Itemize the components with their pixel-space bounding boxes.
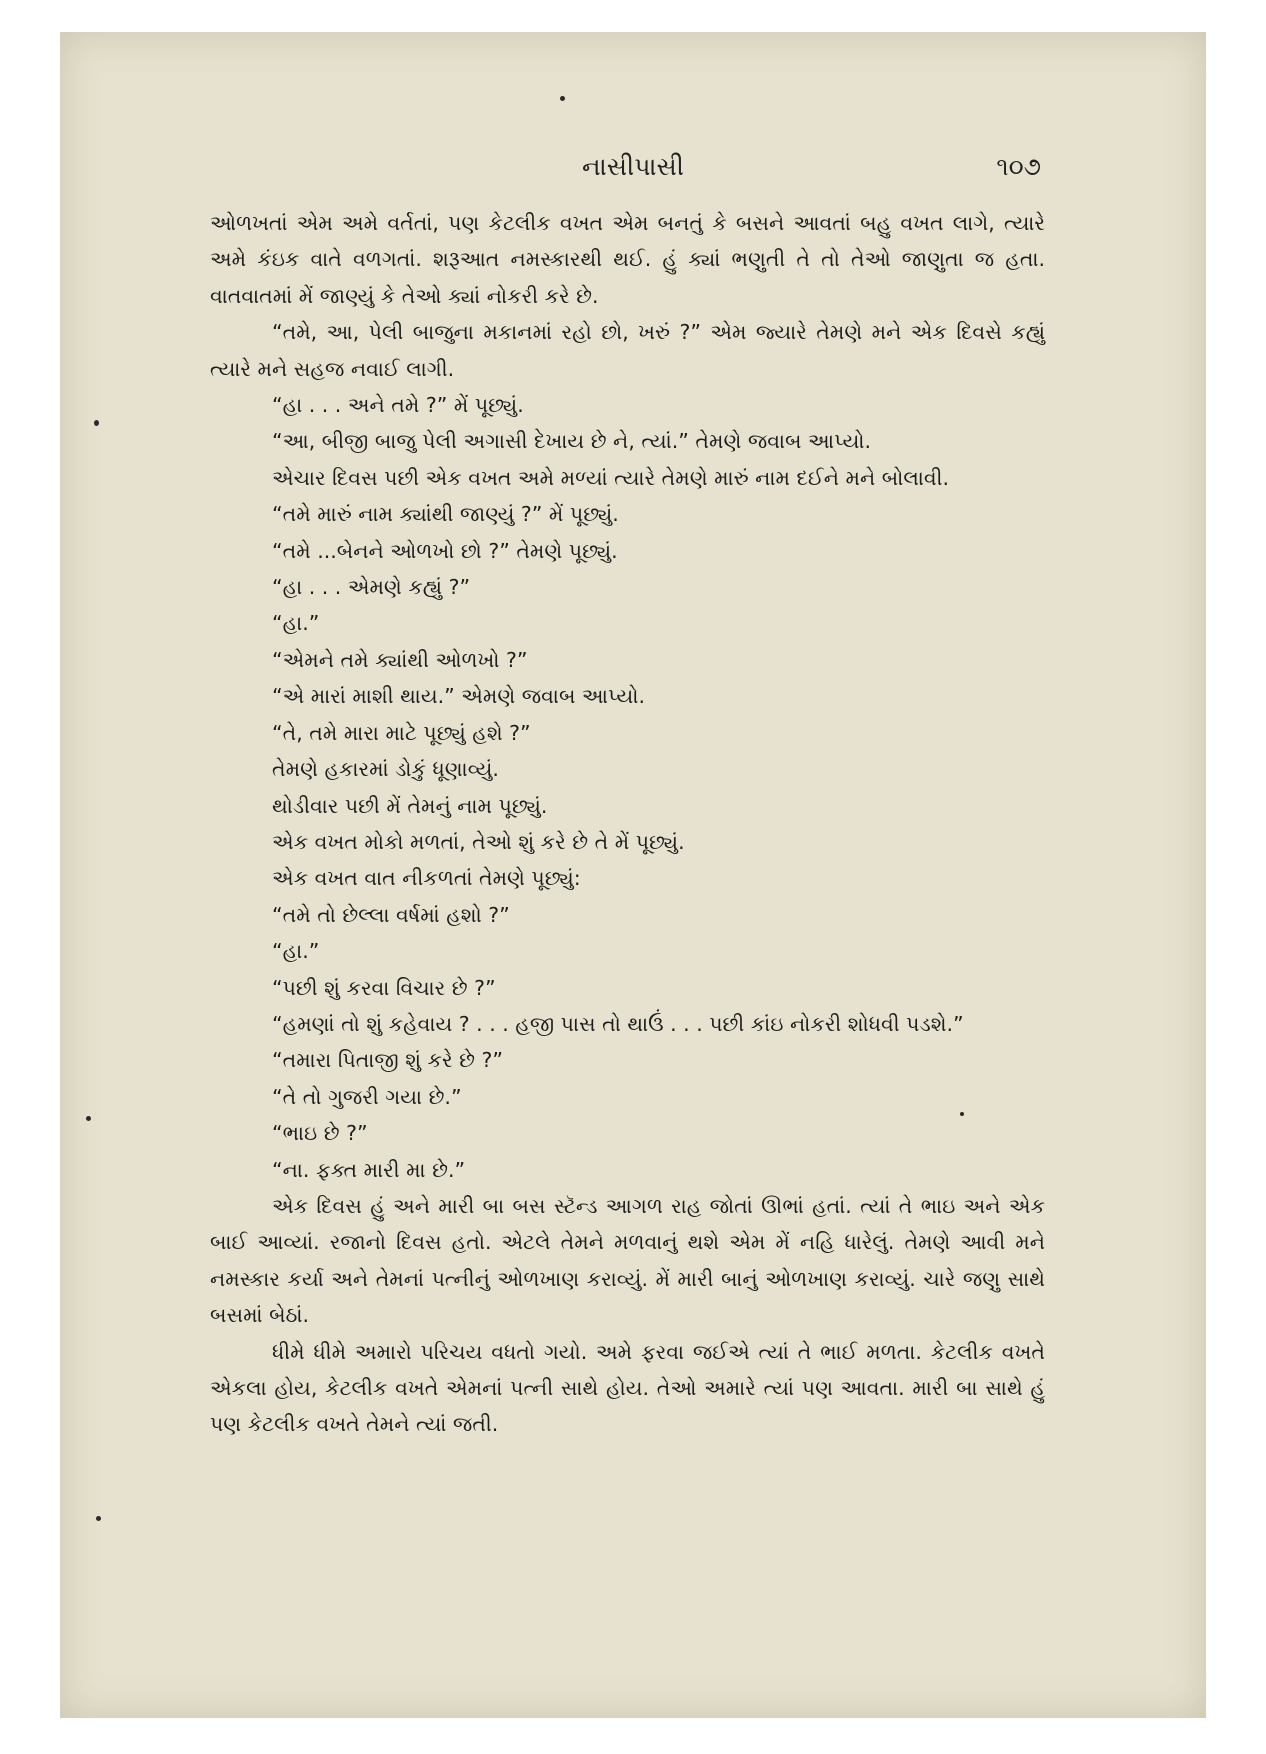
dialogue-line: “આ, બીજી બાજુ પેલી અગાસી દેખાય છે ને, ત્યાં.” તેમણે જવાબ આપ્યો. <box>272 429 872 454</box>
paragraph: “તમે, આ, પેલી બાજુના મકાનમાં રહો છો, ખરું ?” એમ જ્યારે તેમણે મને એક દિવસે કહ્યું ત્યારે મને સહજ નવાઈ લાગી. <box>210 320 1045 381</box>
dialogue-line: “હા . . . એમણે કહ્યું ?” <box>272 575 471 600</box>
dialogue-line: “હા.” <box>272 611 320 636</box>
dialogue-line: “તે તો ગુજરી ગયા છે.” <box>272 1084 462 1109</box>
paragraph: તેમણે હકારમાં ડોકું ધૂણાવ્યું. <box>272 757 499 782</box>
ink-speck <box>86 1116 91 1121</box>
paragraph: એક દિવસ હું અને મારી બા બસ સ્ટૅન્ડ આગળ રાહ જોતાં ઊભાં હતાં. ત્યાં તે ભાઇ અને એક બાઈ આવ્યાં. રજાનો દિવસ હતો. એટલે તેમને મળવાનું થશે એમ મેં નહિ ધારેલું. તેમણે આવી મને નમસ્કાર કર્યા અને તેમનાં પત્નીનું ઓળખાણ કરાવ્યું. મેં મારી બાનું ઓળખાણ કરાવ્યું. ચારે જણુ સાથે બસમાં બેઠાં. <box>210 1193 1045 1328</box>
running-title: નાસીપાસી <box>582 152 684 181</box>
paragraph: એચાર દિવસ પછી એક વખત અમે મળ્યાં ત્યારે તેમણે મારું નામ દઈને મને બોલાવી. <box>272 465 950 490</box>
dialogue-line: “તે, તમે મારા માટે પૂછ્યું હશે ?” <box>272 720 531 745</box>
paragraph: થોડીવાર પછી મેં તેમનું નામ પૂછ્યું. <box>272 793 548 818</box>
paragraph: એક વખત વાત નીકળતાં તેમણે પૂછ્યું: <box>272 866 581 891</box>
paragraph: ધીમે ધીમે અમારો પરિચય વધતો ગયો. અમે ફરવા જઈએ ત્યાં તે ભાઈ મળતા. કેટલીક વખતે એકલા હોય, કેટલીક વખતે એમનાં પત્ની સાથે હોય. તેઓ અમારે ત્યાં પણ આવતા. મારી બા સાથે હું પણ કેટલીક વખતે તેમને ત્યાં જતી. <box>210 1339 1045 1437</box>
dialogue-line: “એમને તમે ક્યાંથી ઓળખો ?” <box>272 647 528 672</box>
ink-speck <box>94 420 99 426</box>
dialogue-line: “પછી શું કરવા વિચાર છે ?” <box>272 975 496 1000</box>
page-number: ૧૦૭ <box>996 152 1041 181</box>
dialogue-line: “તમે ...બેનને ઓળખો છો ?” તેમણે પૂછ્યું. <box>272 538 618 563</box>
paragraph: ઓળખતાં એમ અમે વર્તતાં, પણ કેટલીક વખત એમ બનતું કે બસને આવતાં બહુ વખત લાગે, ત્યારે અમે કંઇક વાતે વળગતાં. શરૂઆત નમસ્કારથી થઈ. હું ક્યાં ભણુતી તે તો તેઓ જાણુતા જ હતા. વાતવાતમાં મેં જાણ્યું કે તેઓ ક્યાં નોકરી કરે છે. <box>210 211 1045 308</box>
dialogue-line: “તમારા પિતાજી શું કરે છે ?” <box>272 1048 503 1073</box>
body-text <box>210 205 1045 1443</box>
dialogue-line: “તમે મારું નામ ક્યાંથી જાણ્યું ?” મેં પૂછ્યું. <box>272 502 619 527</box>
dialogue-line: “હમણાં તો શું કહેવાય ? . . . હજી પાસ તો થાઉં . . . પછી કાંઇ નોકરી શોધવી પડશે.” <box>272 1011 964 1036</box>
ink-speck <box>96 1516 101 1521</box>
paragraph: એક વખત મોકો મળતાં, તેઓ શું કરે છે તે મેં પૂછ્યું. <box>272 829 685 854</box>
dialogue-line: “ના. ફક્ત મારી મા છે.” <box>272 1157 466 1182</box>
dialogue-line: “એ મારાં માશી થાય.” એમણે જવાબ આપ્યો. <box>272 684 645 709</box>
dialogue-line: “તમે તો છેલ્લા વર્ષમાં હશો ?” <box>272 902 510 927</box>
dialogue-line: “હા . . . અને તમે ?” મેં પૂછ્યું. <box>272 393 524 418</box>
dialogue-line: “ભાઇ છે ?” <box>272 1121 368 1146</box>
page-header <box>0 152 1266 192</box>
ink-speck <box>560 96 565 101</box>
dialogue-line: “હા.” <box>272 939 320 964</box>
